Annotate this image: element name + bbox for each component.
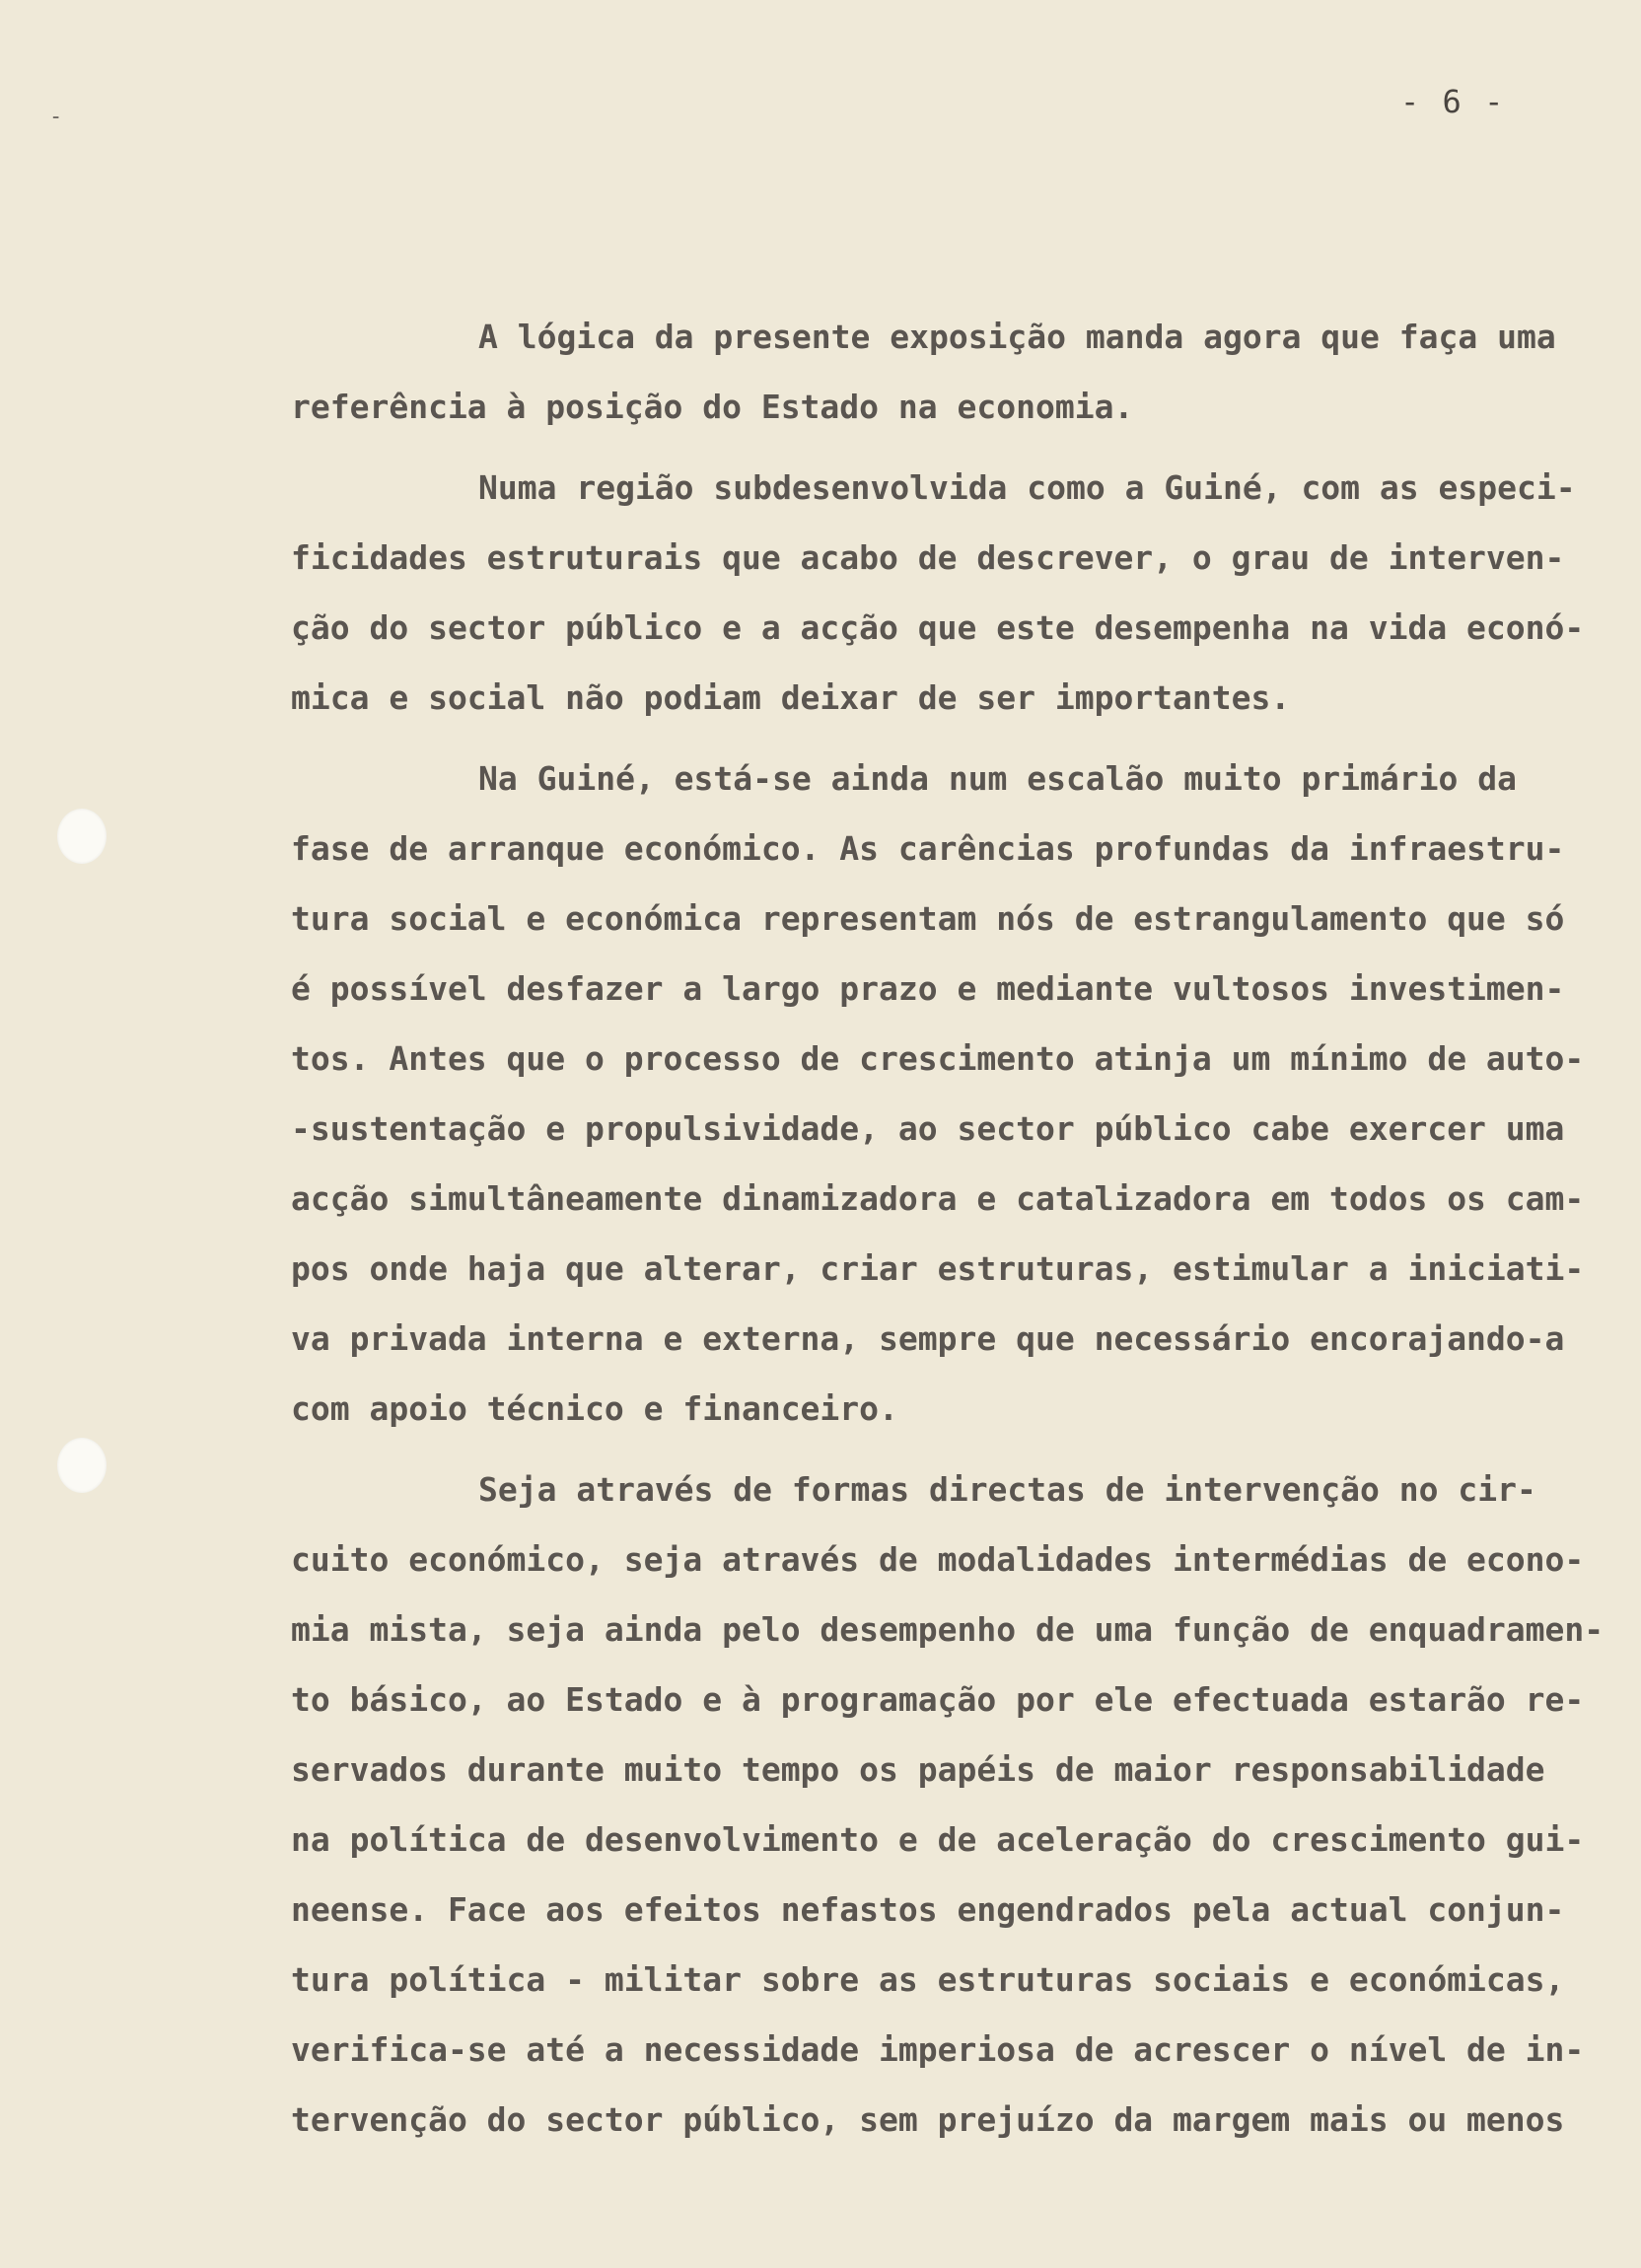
page-number: - 6 - — [1400, 83, 1506, 120]
corner-mark: - — [49, 105, 63, 129]
text-line: servados durante muito tempo os papéis de maior responsabilidade — [291, 1750, 1545, 1789]
text-line: fase de arranque económico. As carências profundas da infraestru- — [291, 829, 1565, 868]
paragraph — [291, 468, 1585, 748]
text-line: ção do sector público e a acção que este desempenha na vida econó- — [291, 608, 1585, 647]
paragraph — [291, 318, 1573, 458]
text-line: referência à posição do Estado na economia. — [291, 388, 1134, 426]
text-line: verifica-se até a necessidade imperiosa de acrescer o nível de in- — [291, 2030, 1585, 2069]
text-line: acção simultâneamente dinamizadora e catalizadora em todos os cam- — [291, 1179, 1585, 1218]
text-line: mica e social não podiam deixar de ser importantes. — [291, 678, 1291, 717]
text-line: com apoio técnico e financeiro. — [291, 1389, 898, 1428]
punch-hole — [57, 809, 107, 864]
document-body — [291, 318, 1605, 2170]
text-line: Na Guiné, está-se ainda num escalão muito primário da — [478, 759, 1517, 798]
text-line: tura política - militar sobre as estruturas sociais e económicas, — [291, 1960, 1565, 1999]
text-line: tervenção do sector público, sem prejuízo da margem mais ou menos — [291, 2100, 1565, 2139]
text-line: ficidades estruturais que acabo de descrever, o grau de interven- — [291, 538, 1565, 577]
punch-hole — [57, 1438, 107, 1493]
text-line: mia mista, seja ainda pelo desempenho de uma função de enquadramen- — [291, 1610, 1605, 1649]
text-line: pos onde haja que alterar, criar estruturas, estimular a iniciati- — [291, 1249, 1585, 1288]
text-line: cuito económico, seja através de modalidades intermédias de econo- — [291, 1540, 1585, 1579]
text-line: -sustentação e propulsividade, ao sector público cabe exercer uma — [291, 1109, 1565, 1148]
paragraph — [291, 1470, 1605, 2170]
text-line: tos. Antes que o processo de crescimento atinja um mínimo de auto- — [291, 1039, 1585, 1078]
text-line: na política de desenvolvimento e de aceleração do crescimento gui- — [291, 1820, 1585, 1859]
text-line: neense. Face aos efeitos nefastos engendrados pela actual conjun- — [291, 1890, 1565, 1929]
text-line: to básico, ao Estado e à programação por ele efectuada estarão re- — [291, 1680, 1585, 1719]
text-line: Seja através de formas directas de intervenção no cir- — [478, 1470, 1536, 1509]
text-line: va privada interna e externa, sempre que necessário encorajando-a — [291, 1319, 1565, 1358]
paragraph — [291, 759, 1585, 1459]
text-line: Numa região subdesenvolvida como a Guiné, com as especi- — [478, 468, 1576, 507]
text-line: A lógica da presente exposição manda agora que faça uma — [478, 318, 1556, 356]
text-line: é possível desfazer a largo prazo e mediante vultosos investimen- — [291, 969, 1565, 1008]
text-line: tura social e económica representam nós de estrangulamento que só — [291, 899, 1565, 938]
